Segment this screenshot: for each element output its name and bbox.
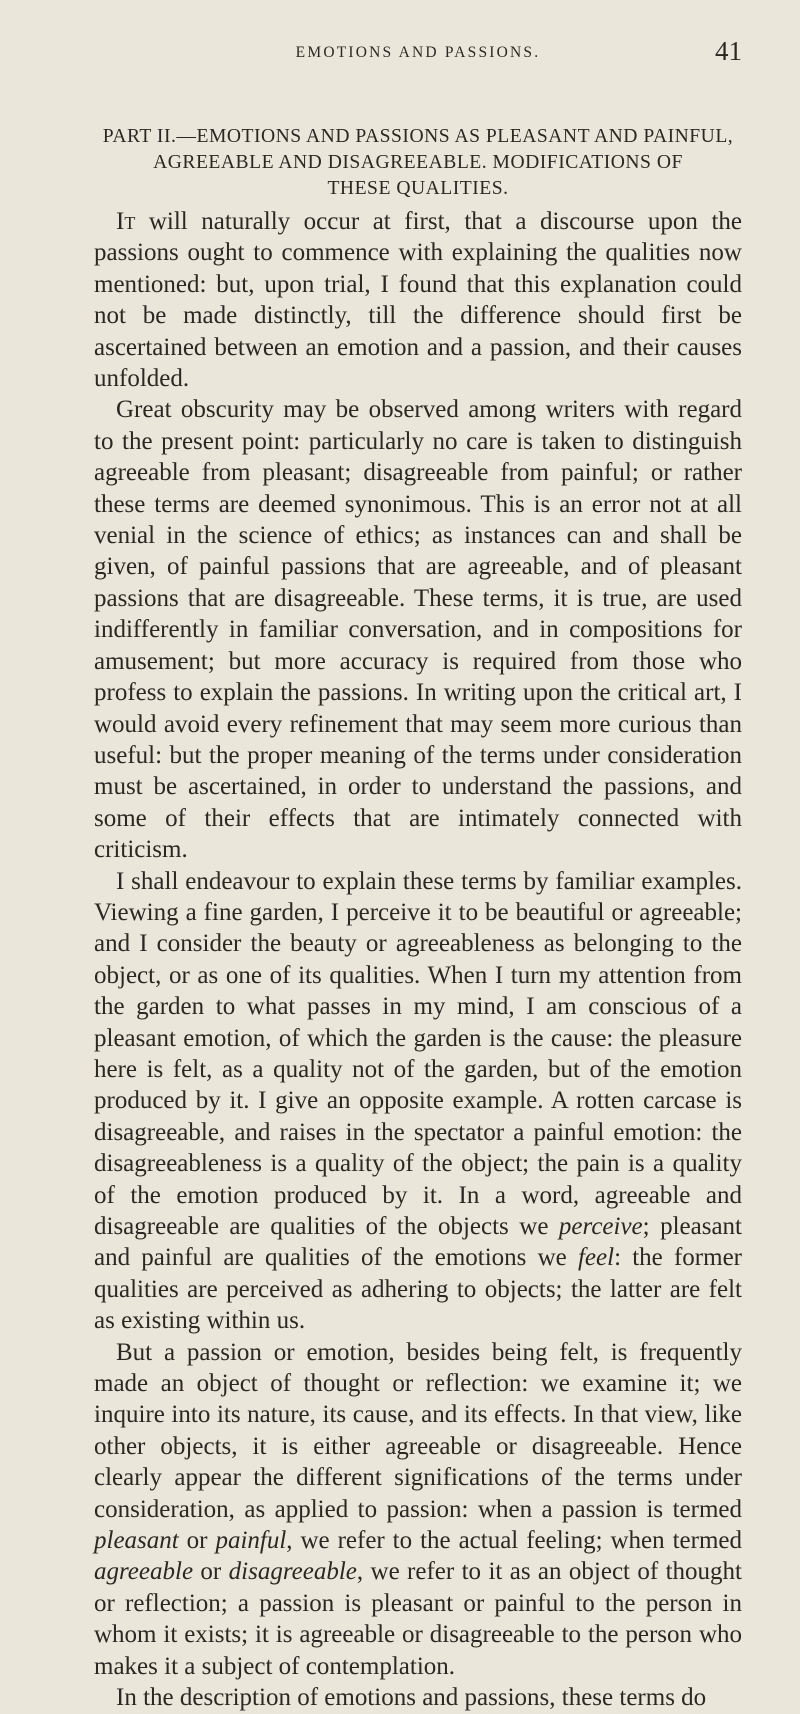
paragraph-2 (94, 394, 742, 865)
paragraph-3 (94, 866, 742, 1337)
running-title: EMOTIONS AND PASSIONS. (295, 44, 541, 61)
paragraph-1-text: will naturally occur at first, that a discourse upon the passions ought to commence with explaining the qualities now mentioned: but, upon trial, I found that this explanation could not be made distinctly, till the difference should first be ascertained between an emotion and a passion, and their causes unfolded. (94, 208, 742, 393)
paragraph-3-emphasis-perceive: perceive (558, 1213, 643, 1240)
paragraph-4-emphasis-pleasant: pleasant (94, 1527, 179, 1555)
section-heading-line-1: PART II.—EMOTIONS AND PASSIONS AS PLEASANT AND PAINFUL, (102, 126, 734, 147)
paragraph-3-text-c: : the former qualities are perceived as adhering to objects; the latter are felt as existing within us. (94, 1244, 742, 1335)
paragraph-4-emphasis-agreeable: agreeable (94, 1558, 194, 1586)
page-number: 41 (715, 36, 742, 66)
section-heading-line-2: AGREEABLE AND DISAGREEABLE. MODIFICATIONS OF (153, 152, 683, 173)
paragraph-4-text-a: But a passion or emotion, besides being felt, is frequently made an object of thought or reflection: we examine it; we inquire into its nature, its cause, and its effects. In that view, like other objects, it is either agreeable or disagreeable. Hence clearly appear the different significations of the terms under consideration, as applied to passion: when a passion is termed (94, 1338, 742, 1523)
paragraph-4-text-c: , we refer to it as an object of thought or reflection; a passion is pleasant or painful to the person in whom it exists; it is agreeable or disagreeable to the person who makes it a subject of contemplation. (94, 1558, 742, 1680)
paragraph-3-emphasis-feel: feel (577, 1244, 615, 1272)
paragraph-3-text-b: ; pleasant and painful are qualities of the emotions we (94, 1213, 743, 1272)
section-heading-line-3: THESE QUALITIES. (327, 178, 509, 199)
paragraph-5-text: In the description of emotions and passions, these terms do (116, 1684, 707, 1712)
body-text (94, 206, 742, 1714)
paragraph-2-text: Great obscurity may be observed among writers with regard to the present point: particularly no care is taken to distinguish agreeable from pleasant; disagreeable from painful; or rather these terms are deemed synonimous. This is an error not at all venial in the science of ethics; as instances can and shall be given, of painful passions that are agreeable, and of pleasant passions that are disagreeable. These terms, it is true, are used indifferently in familiar conversation, and in compositions for amusement; but more accuracy is required from those who profess to explain the passions. In writing upon the critical art, I would avoid every refinement that may seem more curious than useful: but the proper meaning of the terms under consideration must be ascertained, in order to understand the passions, and some of their effects that are intimately connected with criticism. (94, 396, 742, 864)
paragraph-3-text-a: I shall endeavour to explain these terms by familiar examples. Viewing a fine garden, I perceive it to be beautiful or agreeable; and I consider the beauty or agreeableness as belonging to the object, or as one of its qualities. When I turn my attention from the garden to what passes in my mind, I am conscious of a pleasant emotion, of which the garden is the cause: the pleasure here is felt, as a quality not of the garden, but of the emotion produced by it. I give an opposite example. A rotten carcase is disagreeable, and raises in the spectator a painful emotion: the disagreeableness is a quality of the object; the pain is a quality of the emotion produced by it. In a word, agreeable and disagreeable are qualities of the objects we (94, 867, 742, 1240)
paragraph-4-emphasis-disagreeable: disagreeable (228, 1558, 357, 1586)
paragraph-4-emphasis-painful: painful (215, 1527, 287, 1555)
running-head (94, 32, 742, 72)
paragraph-5 (94, 1682, 742, 1713)
paragraph-4 (94, 1337, 742, 1682)
paragraph-4-text-or-1: or (178, 1527, 216, 1555)
section-heading (94, 124, 742, 202)
paragraph-4-text-b: , we refer to the actual feeling; when termed (286, 1527, 742, 1555)
paragraph-1-lead-word: It (116, 208, 136, 235)
paragraph-1 (94, 206, 742, 394)
paragraph-4-text-or-2: or (193, 1558, 229, 1586)
